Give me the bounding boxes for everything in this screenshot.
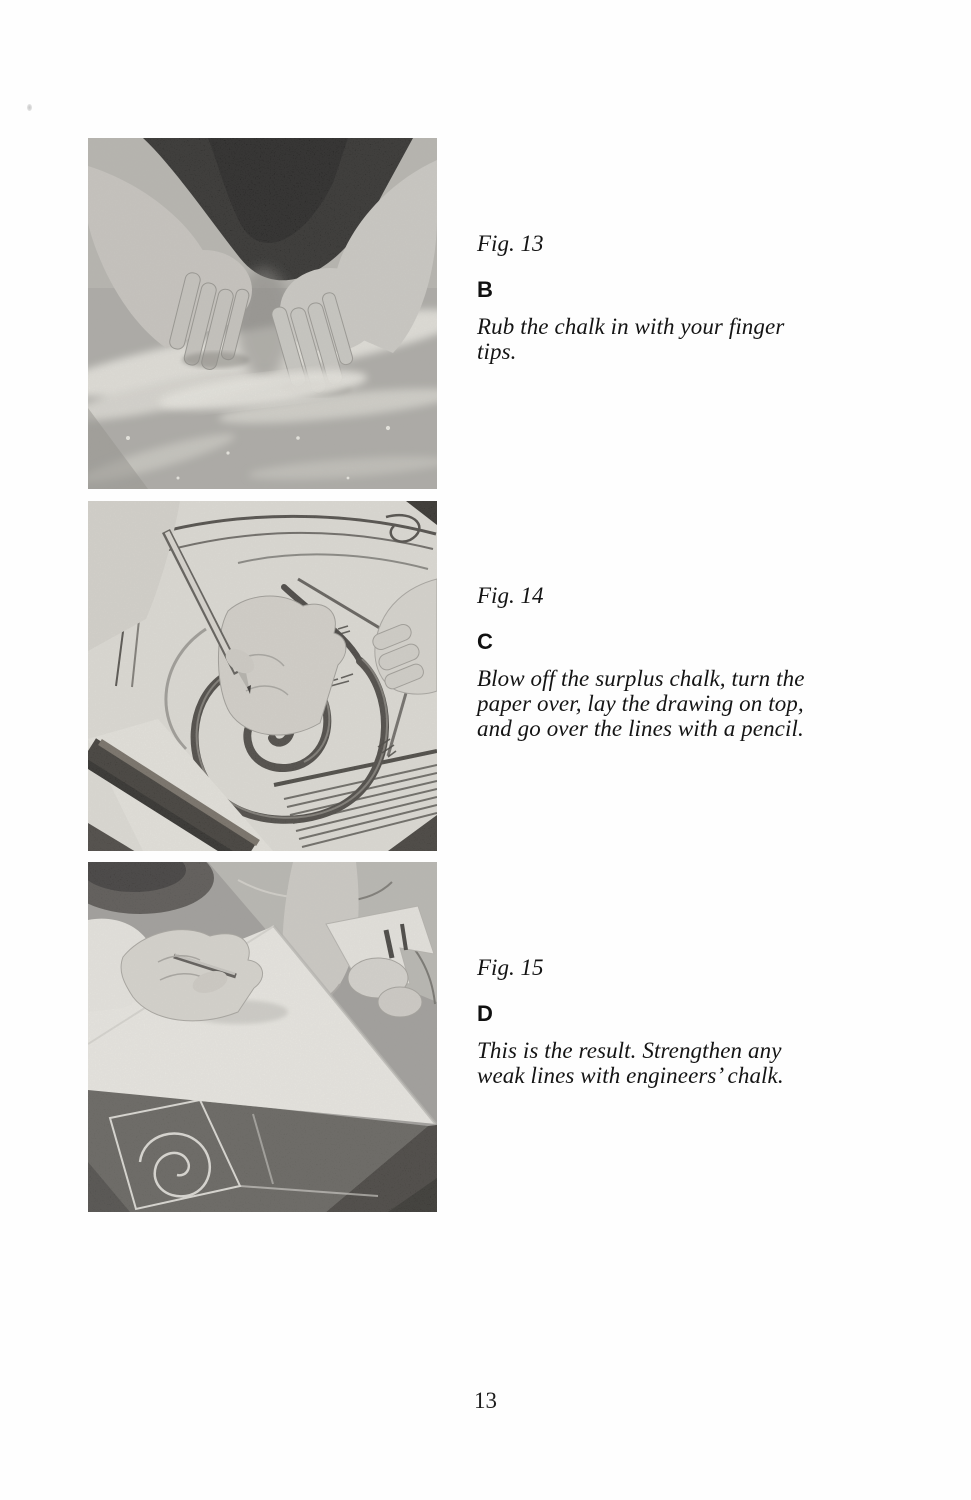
figure-14-label: C xyxy=(477,629,493,654)
figure-15-label: D xyxy=(477,1001,493,1026)
figure-14-description: Blow off the surplus chalk, turn the paper over, lay the drawing on top, and go over the lines with a pencil. xyxy=(477,666,805,741)
figure-15-description: This is the result. Strengthen any weak lines with engineers’ chalk. xyxy=(477,1038,784,1088)
figure-13-photo xyxy=(88,138,437,489)
figure-13-caption: Fig. 13 xyxy=(477,231,544,256)
figure-15-caption: Fig. 15 xyxy=(477,955,544,980)
figure-15-photo xyxy=(88,862,437,1212)
figure-13-description: Rub the chalk in with your finger tips. xyxy=(477,314,785,364)
figure-13-text xyxy=(477,231,829,364)
scan-speck xyxy=(27,104,32,111)
figure-15-text xyxy=(477,955,829,1088)
page-number: 13 xyxy=(474,1388,497,1413)
figure-13-label: B xyxy=(477,277,493,302)
figure-14-text xyxy=(477,583,829,741)
figure-14-caption: Fig. 14 xyxy=(477,583,544,608)
figure-14-photo xyxy=(88,501,437,851)
